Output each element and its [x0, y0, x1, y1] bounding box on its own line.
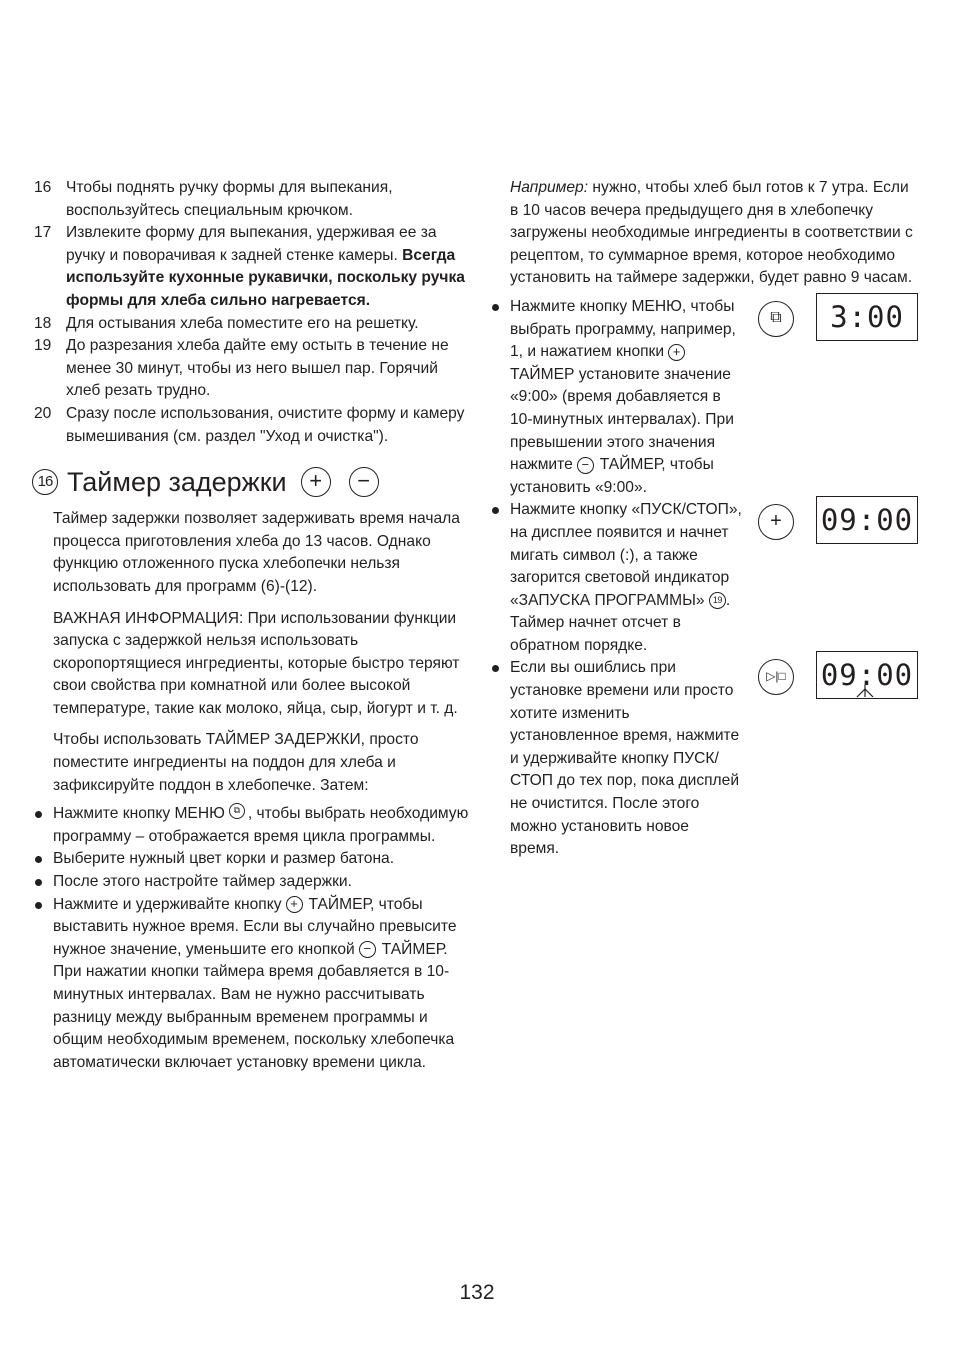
- bullet-note: При нажатии кнопки таймера время добавляется в 10-минутных интервалах. Вам не нужно рассчитывать разницу между выбранным временем программы и общим необходимым временем, поскольку хлебопечка автоматически включает установку времени цикла.: [53, 963, 455, 1071]
- minus-icon: −: [349, 467, 379, 497]
- step-text: ТАЙМЕР установите значение «9:00» (время добавляется в 10-минутных интервалах). При превышении этого значения нажмите: [510, 365, 734, 474]
- step-text: ТАЙМЕР, чтобы установить «9:00».: [510, 456, 714, 496]
- item-text: До разрезания хлеба дайте ему остыть в течение не менее 30 минут, чтобы из него вышел пар. Горячий хлеб резать трудно.: [66, 337, 449, 400]
- plus-icon: +: [286, 896, 303, 913]
- step-text: Нажмите кнопку МЕНЮ, чтобы выбрать программу, например, 1, и нажатием кнопки: [510, 297, 736, 361]
- important-paragraph: ВАЖНАЯ ИНФОРМАЦИЯ: При использовании функции запуска с задержкой нельзя использовать скоропортящиеся ингредиенты, которые быстро теряют свои свойства при комнатной или более высокой температуре, такие как молоко, яйца, сыр, йогурт и т. д.: [53, 609, 460, 717]
- plus-icon: +: [758, 504, 794, 540]
- item-number: 16: [34, 179, 52, 196]
- item-number: 17: [34, 224, 52, 242]
- item-text: Сразу после использования, очистите форму и камеру вымешивания (см. раздел "Уход и очистка").: [66, 404, 465, 445]
- bullet-item: [34, 848, 474, 871]
- bullet-text: После этого настройте таймер задержки.: [53, 873, 352, 891]
- plus-icon: +: [301, 467, 331, 497]
- minus-icon: −: [359, 941, 376, 958]
- item-number: 18: [34, 314, 52, 332]
- bullet-text: , чтобы выбрать необходимую программу – отображается время цикла программы.: [53, 805, 469, 845]
- section-title: Таймер задержки: [67, 467, 287, 498]
- blink-icon: [852, 683, 878, 699]
- item-warning: Всегда используйте кухонные рукавички, поскольку ручка формы для хлеба сильно нагревается.: [66, 246, 465, 309]
- step-item: [491, 296, 921, 499]
- item-text: Для остывания хлеба поместите его на решетку.: [66, 314, 419, 332]
- example-text: нужно, чтобы хлеб был готов к 7 утра. Если в 10 часов вечера предыдущего дня в хлебопечку загружены необходимые ингредиенты в соответствии с рецептом, то суммарное время, которое необходимо установить на таймере задержки, будет равно 9 часам.: [510, 179, 913, 287]
- play-pause-icon: ▷|□: [758, 659, 794, 695]
- bullet-item: [34, 871, 474, 894]
- display-screen: 3:00: [816, 293, 918, 341]
- item-number: 19: [34, 337, 52, 355]
- bullet-text: Выберите нужный цвет корки и размер батона.: [53, 850, 395, 868]
- item-number: 20: [34, 404, 52, 422]
- bullet-text: Нажмите кнопку МЕНЮ: [53, 805, 225, 823]
- minus-icon: −: [577, 457, 594, 474]
- plus-icon: +: [668, 344, 685, 361]
- step-text: Нажмите кнопку «ПУСК/СТОП», на дисплее появится и начнет мигать символ (:), а также загорится световой индикатор «ЗАПУСКА ПРОГРАММЫ»: [510, 501, 742, 609]
- step-item: [491, 657, 921, 860]
- item-text: Извлеките форму для выпекания, удерживая ее за ручку и поворачивая к задней стенке камеры.: [66, 224, 437, 264]
- bullet-item: [34, 803, 474, 848]
- section-heading: [32, 460, 474, 504]
- step-text: Если вы ошиблись при установке времени или просто хотите изменить установленное время, нажмите и удерживайте кнопку ПУСК/СТОП до тех пор, пока дисплей не очистится. После этого можно установить новое время.: [510, 659, 740, 858]
- step-text: . Таймер начнет отсчет в обратном порядке.: [510, 591, 731, 654]
- display-screen: 09:00: [816, 651, 918, 699]
- step-item: [491, 499, 921, 657]
- usage-paragraph: Чтобы использовать ТАЙМЕР ЗАДЕРЖКИ, просто поместите ингредиенты на поддон для хлеба и зафиксируйте поддон в хлебопечке. Затем:: [53, 731, 419, 794]
- page-number: 132: [459, 1281, 495, 1304]
- list-item: [34, 313, 474, 336]
- left-column: [34, 177, 474, 1074]
- menu-book-icon: ⧉: [758, 301, 794, 337]
- list-item: [34, 335, 474, 403]
- section-number: 16: [32, 469, 58, 495]
- bullet-text: ТАЙМЕР, чтобы выставить нужное время. Если вы случайно превысите нужное значение, уменьшите его кнопкой: [53, 895, 457, 958]
- example-label: Например:: [510, 179, 589, 196]
- book-icon: ⧉: [229, 803, 245, 819]
- list-item: [34, 177, 474, 222]
- bullet-item: [34, 894, 474, 1075]
- intro-paragraph: Таймер задержки позволяет задерживать время начала процесса приготовления хлеба до 13 часов. Однако функцию отложенного пуска хлебопечки нельзя использовать для программ (6)-(12).: [53, 510, 460, 595]
- bullet-text: ТАЙМЕР.: [381, 940, 448, 958]
- item-text: Чтобы поднять ручку формы для выпекания, воспользуйтесь специальным крючком.: [66, 179, 393, 219]
- example-paragraph: [491, 177, 921, 290]
- right-column: [491, 177, 921, 861]
- bullet-text: Нажмите и удерживайте кнопку: [53, 895, 282, 913]
- indicator-number: 19: [709, 592, 726, 609]
- display-screen: 09:00: [816, 496, 918, 544]
- list-item: [34, 403, 474, 448]
- list-item: [34, 222, 474, 312]
